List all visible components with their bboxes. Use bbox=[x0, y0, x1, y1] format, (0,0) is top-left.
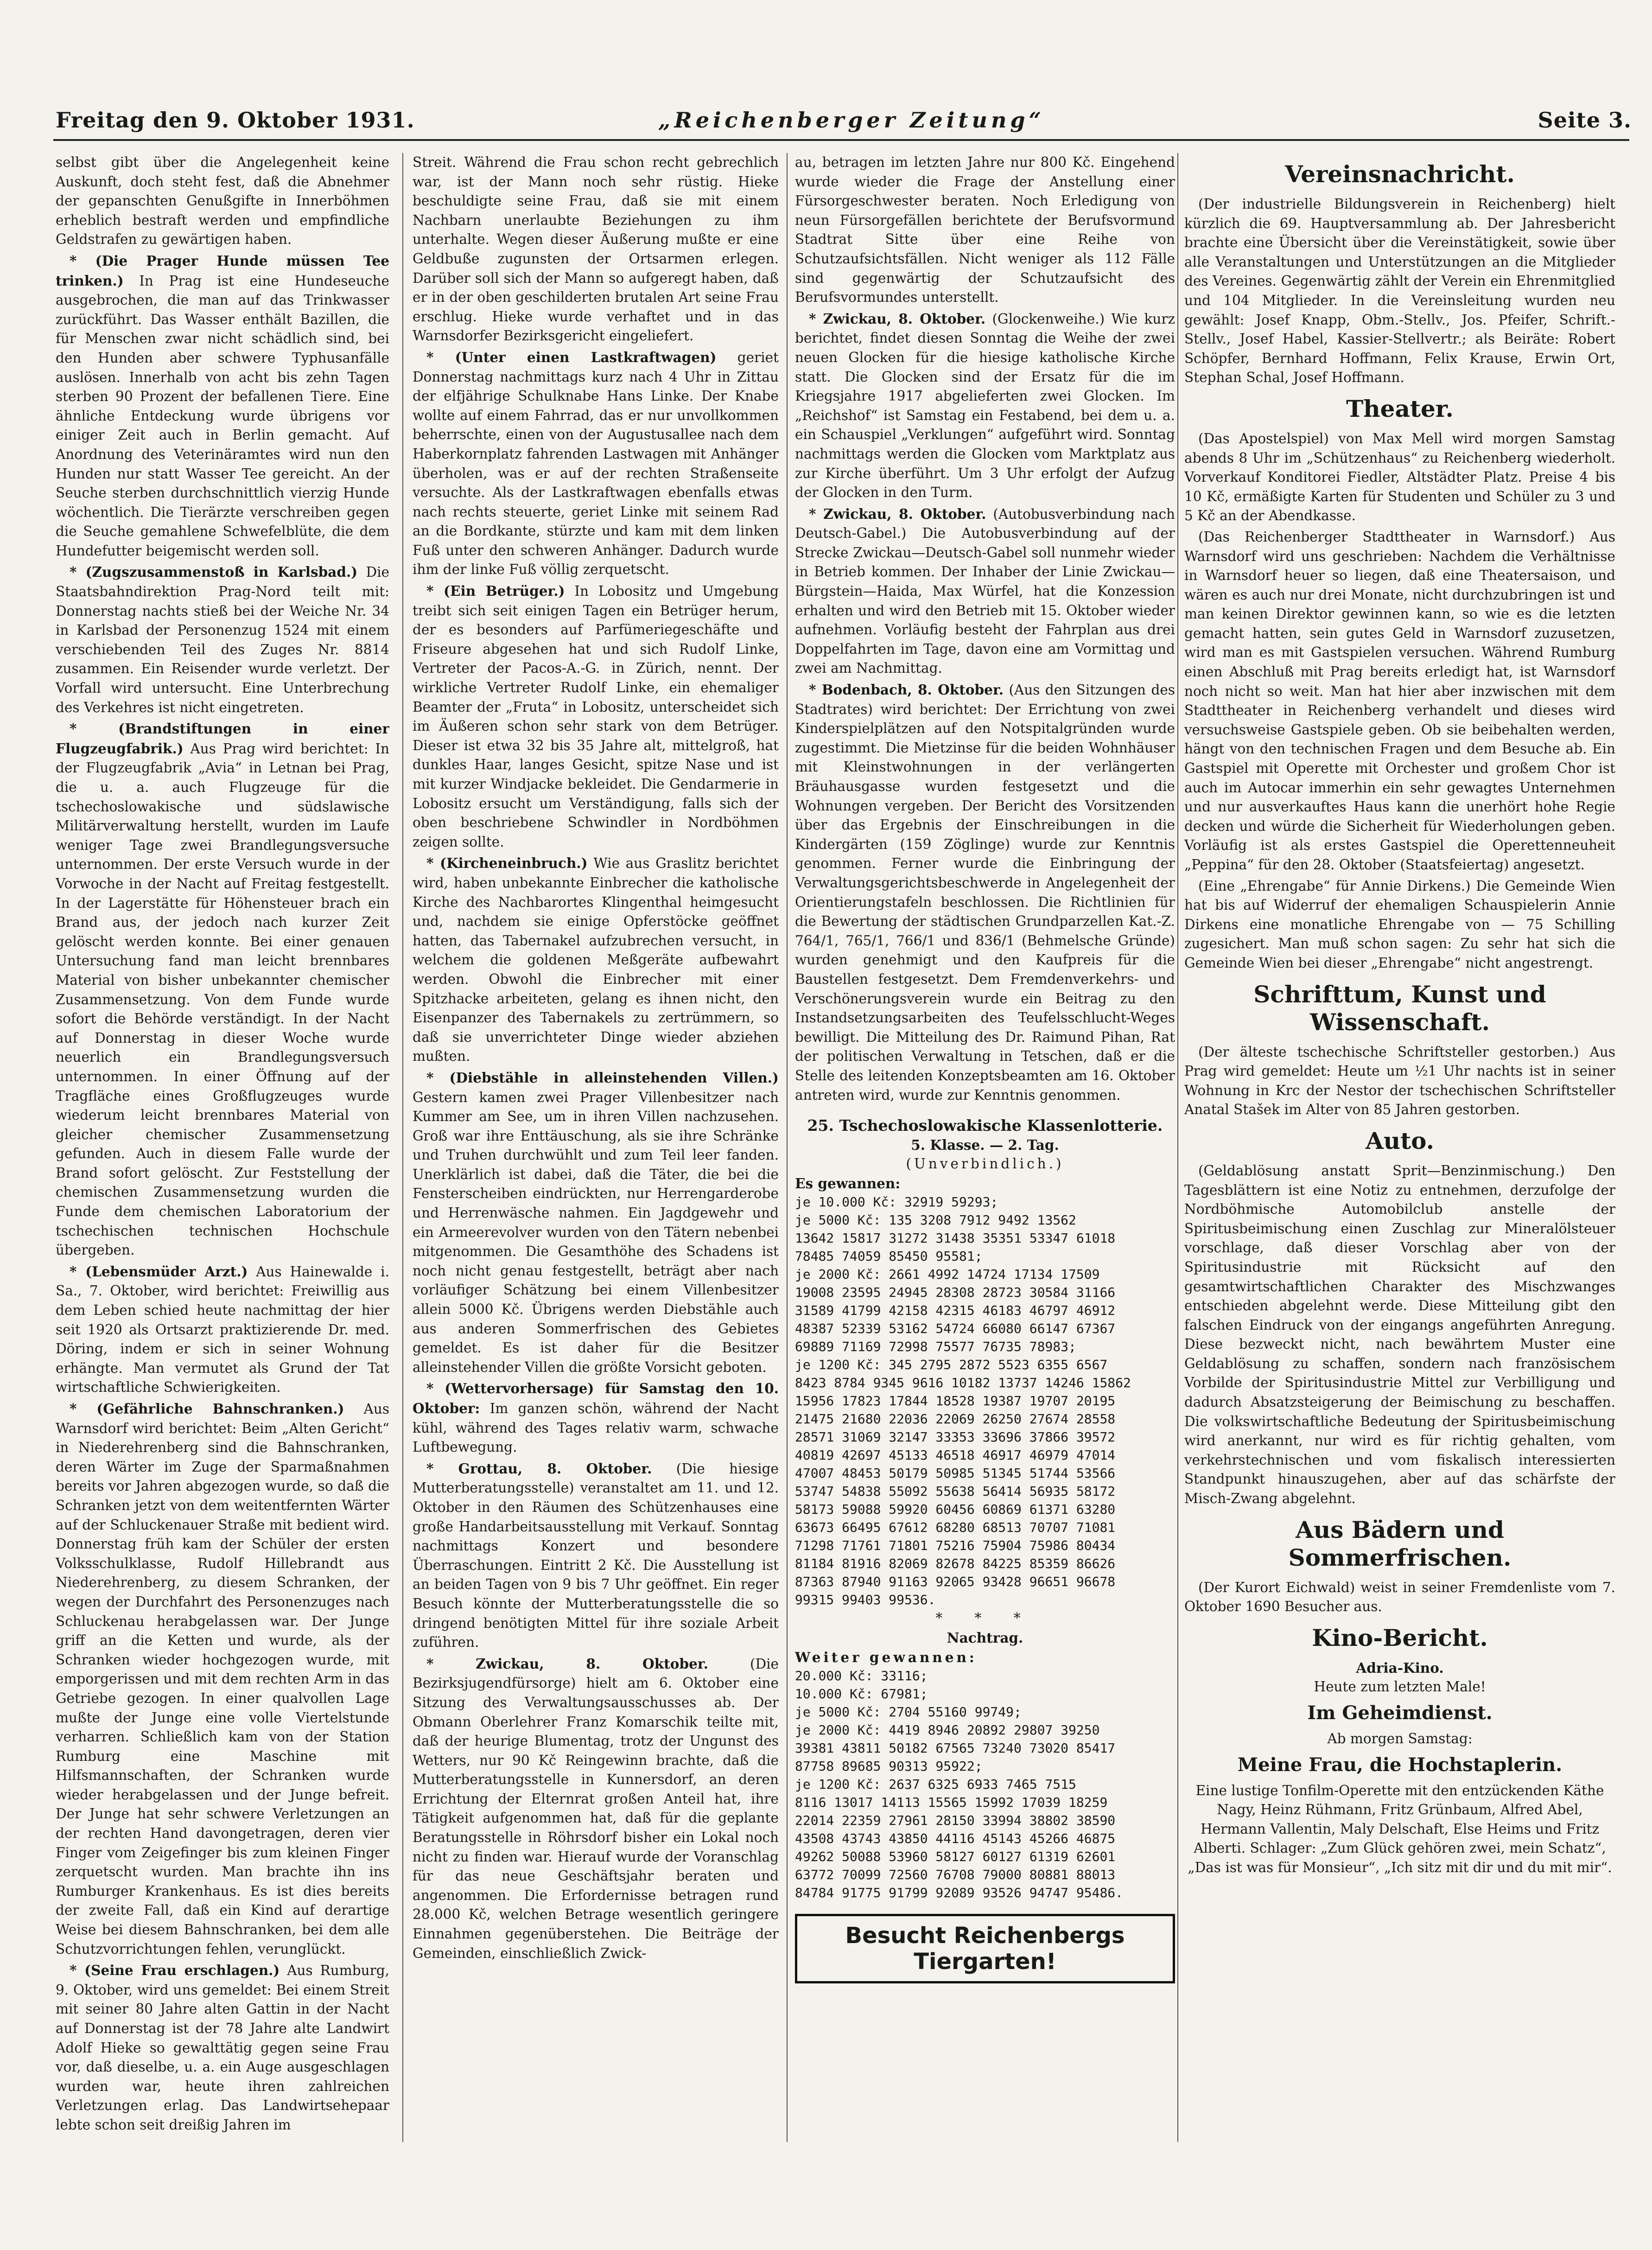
article-heading: * Zwickau, 8. Oktober. bbox=[809, 310, 986, 327]
lottery-intro: Es gewannen: bbox=[795, 1175, 901, 1192]
article bbox=[56, 153, 389, 249]
article: (Der Kurort Eichwald) weist in seiner Fremdenliste vom 7. Oktober 1690 Besucher aus. bbox=[1184, 1579, 1615, 1615]
lottery-line: je 1200 Kč: 345 2795 2872 5523 6355 6567 bbox=[795, 1357, 1108, 1373]
article bbox=[56, 1262, 389, 1397]
article bbox=[56, 1961, 389, 2135]
lottery-section bbox=[795, 1116, 1175, 1902]
supplement-results bbox=[795, 1667, 1175, 1902]
article bbox=[56, 719, 389, 1260]
lottery-line: 87363 87940 91163 92065 93428 96651 96678 bbox=[795, 1574, 1116, 1590]
supplement-intro: Weiter gewannen: bbox=[795, 1649, 977, 1665]
lottery-line: 8116 13017 14113 15565 15992 17039 18259 bbox=[795, 1795, 1108, 1810]
lottery-class: 5. Klasse. — 2. Tag. bbox=[911, 1136, 1059, 1153]
lottery-line: 31589 41799 42158 42315 46183 46797 46912 bbox=[795, 1303, 1116, 1319]
article-body: In Prag ist eine Hundeseuche ausgebrochen, die man auf das Trinkwasser zurückführt. Das Wasser enthält Bazillen, die für Menschen zwar nicht schädlich sind, bei den Hunden aber schwere Typhusanfälle auslösen. Innerhalb von acht bis zehn Tagen sterben 90 Prozent der befallenen Tiere. Eine ähnliche Entdeckung wurde übrigens vor einiger Zeit auch in Berlin gemacht. Auf Anordnung des Veterinäramtes wird nun den Hunden nur statt Wasser Tee gereicht. An der Seuche sterben durchschnittlich vierzig Hunde wöchentlich. Die Tierärzte verschreiben gegen die Seuche gemahlene Schwefelblüte, die dem Hundefutter beigemischt werden soll. bbox=[56, 273, 389, 559]
article-heading: * (Brandstiftungen in einer Flugzeugfabrik.) bbox=[56, 720, 389, 757]
article bbox=[795, 309, 1175, 503]
lottery-line: je 10.000 Kč: 32919 59293; bbox=[795, 1194, 998, 1210]
cinema-today: Heute zum letzten Male! bbox=[1314, 1679, 1486, 1695]
article-body: (Die Bezirksjugendfürsorge) hielt am 6. Oktober eine Sitzung des Verwaltungsausschusses ab. Der Obmann Oberlehrer Franz Komarschik teilte mit, daß der heurige Blumentag, trotz der Ungunst des Wetters, nur 90 Kč Reingewinn brachte, daß die Mutterberatungsstelle in Kunnersdorf, an deren Errichtung der Elternrat großen Anteil hat, ihre Tätigkeit aufgenommen hat, daß für die geplante Beratungsstelle in Röhrsdorf bisher ein Lokal noch nicht zu finden war. Hierauf wurde der Voranschlag für das neue Geschäftsjahr beraten und angenommen. Die Erfordernisse betragen rund 28.000 Kč, welchen Betrage wesentlich geringere Einnahmen gegenüberstehen. Die Beiträge der Gemeinden, einschließlich Zwick- bbox=[413, 1656, 779, 1961]
section-title-baeder: Aus Bädern und Sommerfrischen. bbox=[1288, 1516, 1512, 1571]
article-body: (Aus den Sitzungen des Stadtrates) wird berichtet: Der Errichtung von zwei Kinderspielplätzen auf den Notspitalgründen wurde zugestimmt. Die Mietzinse für die beiden Wohnhäuser mit Kleinstwohnungen in der verlängerten Bräuhausgasse wurden festgesetzt und die Wohnungen vergeben. Der Bericht des Vorsitzenden über das Ergebnis der Einschreibungen in die Kindergärten (159 Zöglinge) wurde zur Kenntnis genommen. Ferner wurde die Einbringung der Verwaltungsgerichtsbeschwerde in Angelegenheit der Orientierungstafeln beschlossen. Die Richtlinien für die Bewertung der städtischen Grundparzellen Kat.-Z. 764/1, 765/1, 766/1 und 836/1 (Behmelsche Gründe) wurden genehmigt und den Kaufpreis für die Baustellen festgesetzt. Dem Fremdenverkehrs- und Verschönerungsverein wurde ein Beitrag zu den Instandsetzungsarbeiten des Teufelsschlucht-Weges bewilligt. Die Mitteilung des Dr. Raimund Pihan, Rat der politischen Verwaltung in Tetschen, daß er die Stelle des leitenden Konzeptsbeamten am 16. Oktober antreten wird, wurde zur Kenntnis genommen. bbox=[795, 682, 1175, 1103]
section-title-kino: Kino-Bericht. bbox=[1312, 1624, 1488, 1651]
article-heading: * (Lebensmüder Arzt.) bbox=[70, 1263, 248, 1280]
article: (Der industrielle Bildungsverein in Reichenberg) hielt kürzlich die 69. Hauptversammlung ab. Der Jahresbericht brachte eine Übersicht über die Vereinstätigkeit, sowie über alle Veranstaltungen und Unterstützungen an die Mitglieder des Vereines. Gegenwärtig zählt der Verein ein Ehrenmitglied und 104 Mitglieder. In die Vereinsleitung wurden neu gewählt: Josef Knapp, Obm.-Stellv., Jos. Pfeifer, Schrift.-Stellv., Josef Habel, Kassier-Stellvertr.; als Beiräte: Robert Schöpfer, Bernhard Hoffmann, Felix Krause, Erwin Ort, Stephan Schal, Josef Hoffmann. bbox=[1184, 196, 1615, 386]
article-body: (Glockenweihe.) Wie kurz berichtet, findet diesen Sonntag die Weihe der zwei neuen Glocken für die hiesige katholische Kirche statt. Die Glocken sind der Ersatz für die im Kriegsjahre 1917 abgelieferten zwei Glocken. Im „Reichshof“ ist Samstag ein Festabend, bei dem u. a. ein Schauspiel „Verklungen“ aufgeführt wird. Sonntag nachmittags werden die Glocken vom Marktplatz aus zur Kirche überführt. Um 3 Uhr erfolgt der Aufzug der Glocken in den Turm. bbox=[795, 311, 1175, 501]
article-heading: * (Wettervorhersage) für Samstag den 10. Oktober: bbox=[413, 1380, 779, 1416]
lottery-line: 19008 23595 24945 28308 28723 30584 31166 bbox=[795, 1285, 1116, 1300]
article: (Geldablösung anstatt Sprit—Benzinmischung.) Den Tagesblättern ist eine Notiz zu entnehmen, derzufolge der Nordböhmische Automobilclub anstelle der Spiritusbeimischung einen Zuschlag zur Mineralölsteuer vorschlage, daß dieser Vorschlag aber von der Spiritusindustrie mit Rücksicht auf den gesamtwirtschaftlichen Charakter des Mischzwanges entschieden abgelehnt werde. Diese Mitteilung gibt den falschen Eindruck von der eingangs angeführten Anregung. Diese bezweckt nicht, nach bewährtem Muster eine Geldablösung zu schaffen, sondern nach französischem Vorbilde der Spiritusindustrie Mittel zur Verbilligung und dadurch Absatzsteigerung der Beimischung zu beschaffen. Die volkswirtschaftliche Bedeutung der Spiritusbeimischung wird anerkannt, nur wird es für richtig gehalten, vom verkehrstechnischen und vom fiskalisch interessierten Standpunkt hinauszugehen, aber auf das schärfste der Misch-Zwang abgelehnt. bbox=[1184, 1162, 1615, 1507]
article-heading: * Bodenbach, 8. Oktober. bbox=[809, 682, 1004, 698]
article-body: Wie aus Graslitz berichtet wird, haben unbekannte Einbrecher die katholische Kirche des Nachbarortes Klingenthal heimgesucht und, nachdem sie einige Opferstöcke geöffnet hatten, das Tabernakel aufzubrechen versucht, in welchem die goldenen Meßgeräte aufbewahrt werden. Obwohl die Einbrecher mit einer Spitzhacke arbeiteten, gelang es ihnen nicht, den Eisenpanzer des Tabernakels zu zertrümmern, so daß sie unverrichteter Dinge wieder abziehen mußten. bbox=[413, 855, 779, 1064]
film-title-1: Im Geheimdienst. bbox=[1307, 1702, 1493, 1724]
article bbox=[413, 348, 779, 580]
article-body: selbst gibt über die Angelegenheit keine Auskunft, doch steht fest, daß die Abnehmer der gepanschten Genußgifte in Innerböhmen erheblich bestraft werden und empfindliche Geldstrafen zu gewärtigen haben. bbox=[56, 154, 389, 248]
article bbox=[56, 251, 389, 561]
lottery-line: 69889 71169 72998 75577 76735 78983; bbox=[795, 1339, 1076, 1355]
article-body: au, betragen im letzten Jahre nur 800 Kč. Eingehend wurde wieder die Frage der Anstellung einer Fürsorgeschwester beraten. Noch Erledigung von neun Fürsorgefällen berichtete der Berufsvormund Stadtrat Sitte über eine Reihe von Schutzaufsichtsfällen. Nicht weniger als 112 Fälle sind gegenwärtig der Schutzaufsicht des Berufsvormundes unterstellt. bbox=[795, 154, 1175, 306]
article-heading: * (Seine Frau erschlagen.) bbox=[70, 1962, 280, 1979]
lottery-line: je 5000 Kč: 2704 55160 99749; bbox=[795, 1704, 1022, 1720]
section-title-schrifttum: Schrifttum, Kunst und Wissenschaft. bbox=[1253, 980, 1546, 1036]
article-body: Aus Hainewalde i. Sa., 7. Oktober, wird berichtet: Freiwillig aus dem Leben schied heute nachmittag der hier seit 1920 als Ortsarzt praktizierende Dr. med. Döring, indem er sich in seiner Wohnung erhängte. Man vermutet als Grund der Tat wirtschaftliche Schwierigkeiten. bbox=[56, 1263, 389, 1396]
article-body: In Lobositz und Umgebung treibt sich seit einigen Tagen ein Betrüger herum, der es besonders auf Parfümeriegeschäfte und Friseure abgesehen hat und sich Rudolf Linke, Vertreter der Pacos-A.-G. in Zürich, nennt. Der wirkliche Vertreter Rudolf Linke, ein ehemaliger Beamter der „Fruta“ in Lobositz, unterscheidet sich im Äußeren schon sehr stark von dem Betrüger. Dieser ist etwa 32 bis 35 Jahre alt, mittelgroß, hat dunkles Haar, langes Gesicht, spitze Nase und ist mit kurzer Windjacke bekleidet. Die Gendarmerie in Lobositz ersucht um Verständigung, falls sich der oben beschriebene Schwindler in Nordböhmen zeigen sollte. bbox=[413, 583, 779, 850]
article-body: Aus Rumburg, 9. Oktober, wird uns gemeldet: Bei einem Streit mit seiner 80 Jahre alten Gattin in der Nacht auf Donnerstag ist der 78 Jahre alte Landwirt Adolf Hieke so gewalttätig gegen seine Frau vor, daß dieselbe, u. a. ein Auge ausgeschlagen wurden war, heute ihren zahlreichen Verletzungen erlag. Das Landwirtsehepaar lebte schon seit dreißig Jahren im bbox=[56, 1963, 389, 2133]
supplement-title: Nachtrag. bbox=[947, 1630, 1023, 1646]
lottery-results bbox=[795, 1193, 1175, 1609]
article: (Eine „Ehrengabe“ für Annie Dirkens.) Die Gemeinde Wien hat bis auf Widerruf der ehemaligen Schauspielerin Annie Dirkens eine monatliche Ehrengabe von — 75 Schilling zugesichert. Man muß schon sagen: Zu sehr hat sich die Gemeinde Wien bei dieser „Ehrengabe“ nicht angestrengt. bbox=[1184, 878, 1615, 971]
lottery-line: 78485 74059 85450 95581; bbox=[795, 1249, 983, 1264]
article-heading: * (Ein Betrüger.) bbox=[426, 583, 565, 599]
lottery-line: je 2000 Kč: 4419 8946 20892 29807 39250 bbox=[795, 1722, 1100, 1738]
film-title-2: Meine Frau, die Hochstaplerin. bbox=[1237, 1753, 1563, 1776]
lottery-line: 53747 54838 55092 55638 56414 56935 58172 bbox=[795, 1484, 1116, 1499]
separator-stars: * * * bbox=[935, 1610, 1035, 1626]
article bbox=[413, 581, 779, 852]
lottery-line: 15956 17823 17844 18528 19387 19707 20195 bbox=[795, 1393, 1116, 1409]
lottery-title: 25. Tschechoslowakische Klassenlotterie. bbox=[807, 1116, 1163, 1135]
column-divider bbox=[787, 153, 788, 2142]
page-number: Seite 3. bbox=[1538, 108, 1632, 133]
lottery-line: je 1200 Kč: 2637 6325 6933 7465 7515 bbox=[795, 1777, 1076, 1792]
column-2 bbox=[413, 153, 779, 2133]
lottery-line: 40819 42697 45133 46518 46917 46979 47014 bbox=[795, 1447, 1116, 1463]
article bbox=[413, 854, 779, 1066]
column-1 bbox=[56, 153, 389, 2142]
header-rule bbox=[53, 139, 1629, 141]
lottery-line: 84784 91775 91799 92089 93526 94747 95486. bbox=[795, 1885, 1124, 1901]
article-heading: * (Zugszusammenstoß in Karlsbad.) bbox=[70, 564, 358, 580]
article-heading: * Zwickau, 8. Oktober. bbox=[809, 505, 986, 522]
lottery-line: 49262 50088 53960 58127 60127 61319 62601 bbox=[795, 1849, 1116, 1865]
article-body: Aus Warnsdorf wird berichtet: Beim „Alten Gericht“ in Niederehrenberg sind die Bahnschranken, deren Wärter im Zuge der Sparmaßnahmen bereits vor Jahren abgezogen wurde, so daß die Schranken jetzt von dem weitentfernten Wärter auf der Schluckenauer Straße mit bedient wird. Donnerstag früh kam der Schüler der ersten Volksschulklasse, Rudolf Hillebrandt aus Niederehrenberg, zu diesem Schranken, der wegen der Durchfahrt des Personenzuges nach Schluckenau herabgelassen war. Der Junge griff an die Ketten und wurde, als der Schranken wieder hochgezogen wurde, mit emporgerissen und mit dem rechten Arm in das Getriebe gezogen. In einer qualvollen Lage mußte der Junge eine volle Viertelstunde verharren. Schließlich kam von der Station Rumburg eine Maschine mit Hilfsmannschaften, der Schranken wurde wieder herabgelassen und der Junge befreit. Der Junge hat sehr schwere Verletzungen an der rechten Hand davongetragen, deren vier Finger vom Zeigefinger bis zum kleinen Finger zerquetscht wurden. Man brachte ihn ins Rumburger Krankenhaus. Es ist dies bereits der zweite Fall, daß ein Kind auf derartige Weise bei diesem Bahnschranken, bei dem alle Schutzvorrichtungen fehlen, verunglückt. bbox=[56, 1401, 389, 1957]
issue-date: Freitag den 9. Oktober 1931. bbox=[56, 108, 415, 133]
article: (Das Reichenberger Stadttheater in Warnsdorf.) Aus Warnsdorf wird uns geschrieben: Nachdem die Verhältnisse in Warnsdorf heuer so liegen, daß eine Theatersaison, und wären es auch nur drei Monate, nicht durchzubringen ist und man keinen Direktor gewinnen kann, so wie es die letzten gemacht hatten, sein gutes Geld in Warnsdorf zuzusetzen, wird man es mit Gastspielen versuchen. Während Rumburg einen Abschluß mit Prag bereits erledigt hat, ist Warnsdorf noch nicht so weit. Man hat hier aber inzwischen mit dem Stadttheater in Reichenberg verhandelt und dieses wird versuchsweise Gastspiele geben. Ob sie beibehalten werden, hängt von den technischen Fragen und dem Besuche ab. Ein Gastspiel mit Operette mit Orchester und großem Chor ist auch im Autocar immerhin ein sehr gewagtes Unternehmen und nur ausverkauftes Haus kann die unerhört hohe Regie decken und würde die Sicherheit für Wiederholungen geben. Vorläufig ist als erstes Gastspiel die Operettenneuheit „Peppina“ für den 28. Oktober (Staatsfeiertag) angesetzt. bbox=[1184, 529, 1615, 873]
article-body: Im ganzen schön, während der Nacht kühl, während des Tages relativ warm, schwache Luftbewegung. bbox=[413, 1401, 779, 1455]
article bbox=[413, 1068, 779, 1377]
lottery-line: 28571 31069 32147 33353 33696 37866 39572 bbox=[795, 1429, 1116, 1445]
lottery-line: 63772 70099 72560 76708 79000 80881 88013 bbox=[795, 1867, 1116, 1883]
section-title-theater: Theater. bbox=[1346, 395, 1454, 422]
lottery-line: 10.000 Kč: 67981; bbox=[795, 1686, 928, 1702]
lottery-line: 8423 8784 9345 9616 10182 13737 14246 15862 bbox=[795, 1375, 1131, 1391]
lottery-note: (Unverbindlich.) bbox=[906, 1156, 1064, 1172]
lottery-line: 48387 52339 53162 54724 66080 66147 67367 bbox=[795, 1321, 1116, 1337]
article bbox=[413, 153, 779, 346]
article-heading: * (Unter einen Lastkraftwagen) bbox=[426, 349, 717, 365]
article: (Das Apostelspiel) von Max Mell wird morgen Samstag abends 8 Uhr im „Schützenhaus“ zu Reichenberg wiederholt. Vorverkauf Konditorei Fiedler, Altstädter Platz. Preise 4 bis 10 Kč, ermäßigte Karten für Studenten und Schüler zu 3 und 5 Kč an der Abendkasse. bbox=[1184, 430, 1615, 524]
article-heading: * (Die Prager Hunde müssen Tee trinken.) bbox=[56, 252, 389, 289]
article-body: Gestern kamen zwei Prager Villenbesitzer nach Kummer am See, um in ihren Villen nachzusehen. Groß war ihre Enttäuschung, als sie ihre Schränke und Truhen durchwühlt und zum Teil leer fanden. Unerklärlich ist dabei, daß die Täter, die bei die Fensterscheiben eindrückten, nur Herrengarderobe und Herrenwäsche nahmen. Ein Jagdgewehr und ein Armeerevolver wurden von den Tätern nebenbei mitgenommen. Die Gesamthöhe des Schadens ist noch nicht genau festgestellt, beträgt aber nach vorläufiger Schätzung bei einem Villenbesitzer allein 5000 Kč. Übrigens werden Diebstähle auch aus anderen Sommerfrischen des Gebietes gemeldet. Es ist daher für die Besitzer alleinstehender Villen die größte Vorsicht geboten. bbox=[413, 1089, 779, 1375]
article-body: Die Staatsbahndirektion Prag-Nord teilt mit: Donnerstag nachts stieß bei der Weiche Nr. 34 in Karlsbad der Personenzug 1524 mit einem verschiebenden Teil des Zuges Nr. 8814 zusammen. Ein Reisender wurde verletzt. Der Vorfall wird untersucht. Eine Unterbrechung des Verkehres ist nicht eingetreten. bbox=[56, 564, 389, 715]
column-divider bbox=[1177, 153, 1178, 2142]
article-heading: * Grottau, 8. Oktober. bbox=[426, 1460, 652, 1477]
article-body: geriet Donnerstag nachmittags kurz nach 4 Uhr in Zittau der elfjährige Schulknabe Hans Linke. Der Knabe wollte auf einem Fahrrad, das er nur unvollkommen beherrschte, einen von der Augustusallee nach dem Haberkornplatz fahrenden Lastwagen mit Anhänger überholen, was er auf der rechten Straßenseite versuchte. Als der Lastkraftwagen ebenfalls etwas nach rechts steuerte, geriet Linke mit seinem Rad an die Bordkante, stürzte und kam mit dem linken Fuß unter den schweren Anhänger. Dadurch wurde ihm der linke Fuß völlig zerquetscht. bbox=[413, 349, 779, 578]
lottery-line: 71298 71761 71801 75216 75904 75986 80434 bbox=[795, 1538, 1116, 1554]
article-heading: * (Kircheneinbruch.) bbox=[426, 855, 588, 872]
lottery-line: 63673 66495 67612 68280 68513 70707 71081 bbox=[795, 1520, 1116, 1536]
newspaper-title: „Reichenberger Zeitung“ bbox=[658, 108, 1045, 133]
masthead bbox=[56, 108, 1632, 140]
lottery-line: 22014 22359 27961 28150 33994 38802 38590 bbox=[795, 1813, 1116, 1829]
article bbox=[413, 1654, 779, 1963]
lottery-line: 21475 21680 22036 22069 26250 27674 28558 bbox=[795, 1411, 1116, 1427]
column-3 bbox=[795, 153, 1175, 2133]
zoo-advertisement: Besucht Reichenbergs Tiergarten! bbox=[795, 1914, 1175, 1983]
lottery-line: 47007 48453 50179 50985 51345 51744 53566 bbox=[795, 1466, 1116, 1481]
article bbox=[413, 1459, 779, 1652]
lottery-line: je 2000 Kč: 2661 4992 14724 17134 17509 bbox=[795, 1267, 1100, 1282]
article-body: (Autobusverbindung nach Deutsch-Gabel.) Die Autobusverbindung auf der Strecke Zwickau—Deutsch-Gabel soll nunmehr wieder in Betrieb kommen. Der Inhaber der Linie Zwickau—Bürgstein—Haida, Max Würfel, hat die Konzession erhalten und wird den Betrieb mit 15. Oktober wieder aufnehmen. Vorläufig besteht der Fahrplan aus drei Doppelfahrten im Tage, davon eine am Vormittag und zwei am Nachmittag. bbox=[795, 506, 1175, 676]
article-heading: * Zwickau, 8. Oktober. bbox=[426, 1655, 708, 1672]
article-body: Aus Prag wird berichtet: In der Flugzeugfabrik „Avia“ in Letnan bei Prag, die u. a. auch Flugzeuge für die tschechoslowakische und südslawische Militärverwaltung herstellt, wurden im Laufe weniger Tage zwei Brandlegungsversuche unternommen. Der erste Versuch wurde in der Vorwoche in der Nacht auf Freitag festgestellt. In der Lagerstätte für Höhensteuer brach ein Brand aus, der jedoch nach kurzer Zeit gelöscht werden konnte. Bei einer genauen Untersuchung fand man leicht brennbares Material von bisher unbekannter chemischer Zusammensetzung. Von dem Funde wurde sofort die Behörde verständigt. In der Nacht auf Donnerstag in dieser Woche wurde neuerlich ein Brandlegungsversuch unternommen. In einer Öffnung auf der Tragfläche eines Großflugzeuges wurde wiederum leicht brennbares Material von gleicher chemischer Zusammensetzung gefunden. Auch in diesem Falle wurde der Brand sofort gelöscht. Zur Feststellung der chemischen Zusammensetzung wurden die Funde dem chemischen Laboratorium der tschechischen technischen Hochschule übergeben. bbox=[56, 740, 389, 1258]
article bbox=[413, 1379, 779, 1457]
lottery-line: 99315 99403 99536. bbox=[795, 1592, 936, 1608]
article bbox=[795, 680, 1175, 1105]
section-title-verein: Vereinsnachricht. bbox=[1285, 160, 1515, 188]
lottery-line: 43508 43743 43850 44116 45143 45266 46875 bbox=[795, 1831, 1116, 1847]
cinema-name: Adria-Kino. bbox=[1356, 1659, 1444, 1676]
film-description: Eine lustige Tonfilm-Operette mit den entzückenden Käthe Nagy, Heinz Rühmann, Fritz Grünbaum, Alfred Abel, Hermann Vallentin, Maly Delschaft, Else Heims und Fritz Alberti. Schlager: „Zum Glück gehören zwei, mein Schatz“, „Das ist was für Monsieur“, „Ich sitz mit dir und du mit mir“. bbox=[1188, 1782, 1612, 1875]
lottery-line: 39381 43811 50182 67565 73240 73020 85417 bbox=[795, 1740, 1116, 1756]
lottery-line: 81184 81916 82069 82678 84225 85359 86626 bbox=[795, 1556, 1116, 1572]
lottery-line: 87758 89685 90313 95922; bbox=[795, 1759, 983, 1774]
lottery-line: je 5000 Kč: 135 3208 7912 9492 13562 bbox=[795, 1212, 1076, 1228]
article-body: Streit. Während die Frau schon recht gebrechlich war, ist der Mann noch sehr rüstig. Hieke beschuldigte seine Frau, daß sie mit einem Nachbarn unerlaubte Beziehungen zu ihm unterhalte. Wegen dieser Äußerung mußte er eine Geldbuße zugunsten der Ortsarmen erlegen. Darüber soll sich der Mann so aufgeregt haben, daß er in der oben geschilderten brutalen Art seine Frau erschlug. Hieke wurde verhaftet und in das Warnsdorfer Bezirksgericht eingeliefert. bbox=[413, 154, 779, 344]
cinema-from: Ab morgen Samstag: bbox=[1327, 1731, 1473, 1746]
lottery-line: 20.000 Kč: 33116; bbox=[795, 1668, 928, 1684]
column-divider bbox=[402, 153, 403, 2142]
article bbox=[56, 1399, 389, 1959]
lottery-line: 13642 15817 31272 31438 35351 53347 61018 bbox=[795, 1230, 1116, 1246]
article bbox=[795, 504, 1175, 678]
article bbox=[56, 562, 389, 717]
section-title-auto: Auto. bbox=[1365, 1127, 1435, 1154]
article bbox=[795, 153, 1175, 307]
lottery-line: 58173 59088 59920 60456 60869 61371 63280 bbox=[795, 1502, 1116, 1517]
article-body: (Die hiesige Mutterberatungsstelle) veranstaltet am 11. und 12. Oktober in den Räumen des Schützenhauses eine große Handarbeitsausstellung mit Verkauf. Sonntag nachmittags Konzert und besondere Überraschungen. Eintritt 2 Kč. Die Ausstellung ist an beiden Tagen von 9 bis 7 Uhr geöffnet. Ein reger Besuch könnte der Mutterberatungsstelle die so dringend benötigten Mittel für ihre soziale Arbeit zuführen. bbox=[413, 1460, 779, 1651]
article: (Der älteste tschechische Schriftsteller gestorben.) Aus Prag wird gemeldet: Heute um ½1 Uhr nachts ist in seiner Wohnung in Krc der Nestor der tschechischen Schriftsteller Anatal Stašek im Alter von 85 Jahren gestorben. bbox=[1184, 1044, 1615, 1118]
article-heading: * (Gefährliche Bahnschranken.) bbox=[70, 1401, 344, 1417]
column-4 bbox=[1184, 153, 1615, 2142]
article-heading: * (Diebstähle in alleinstehenden Villen.) bbox=[426, 1069, 779, 1086]
